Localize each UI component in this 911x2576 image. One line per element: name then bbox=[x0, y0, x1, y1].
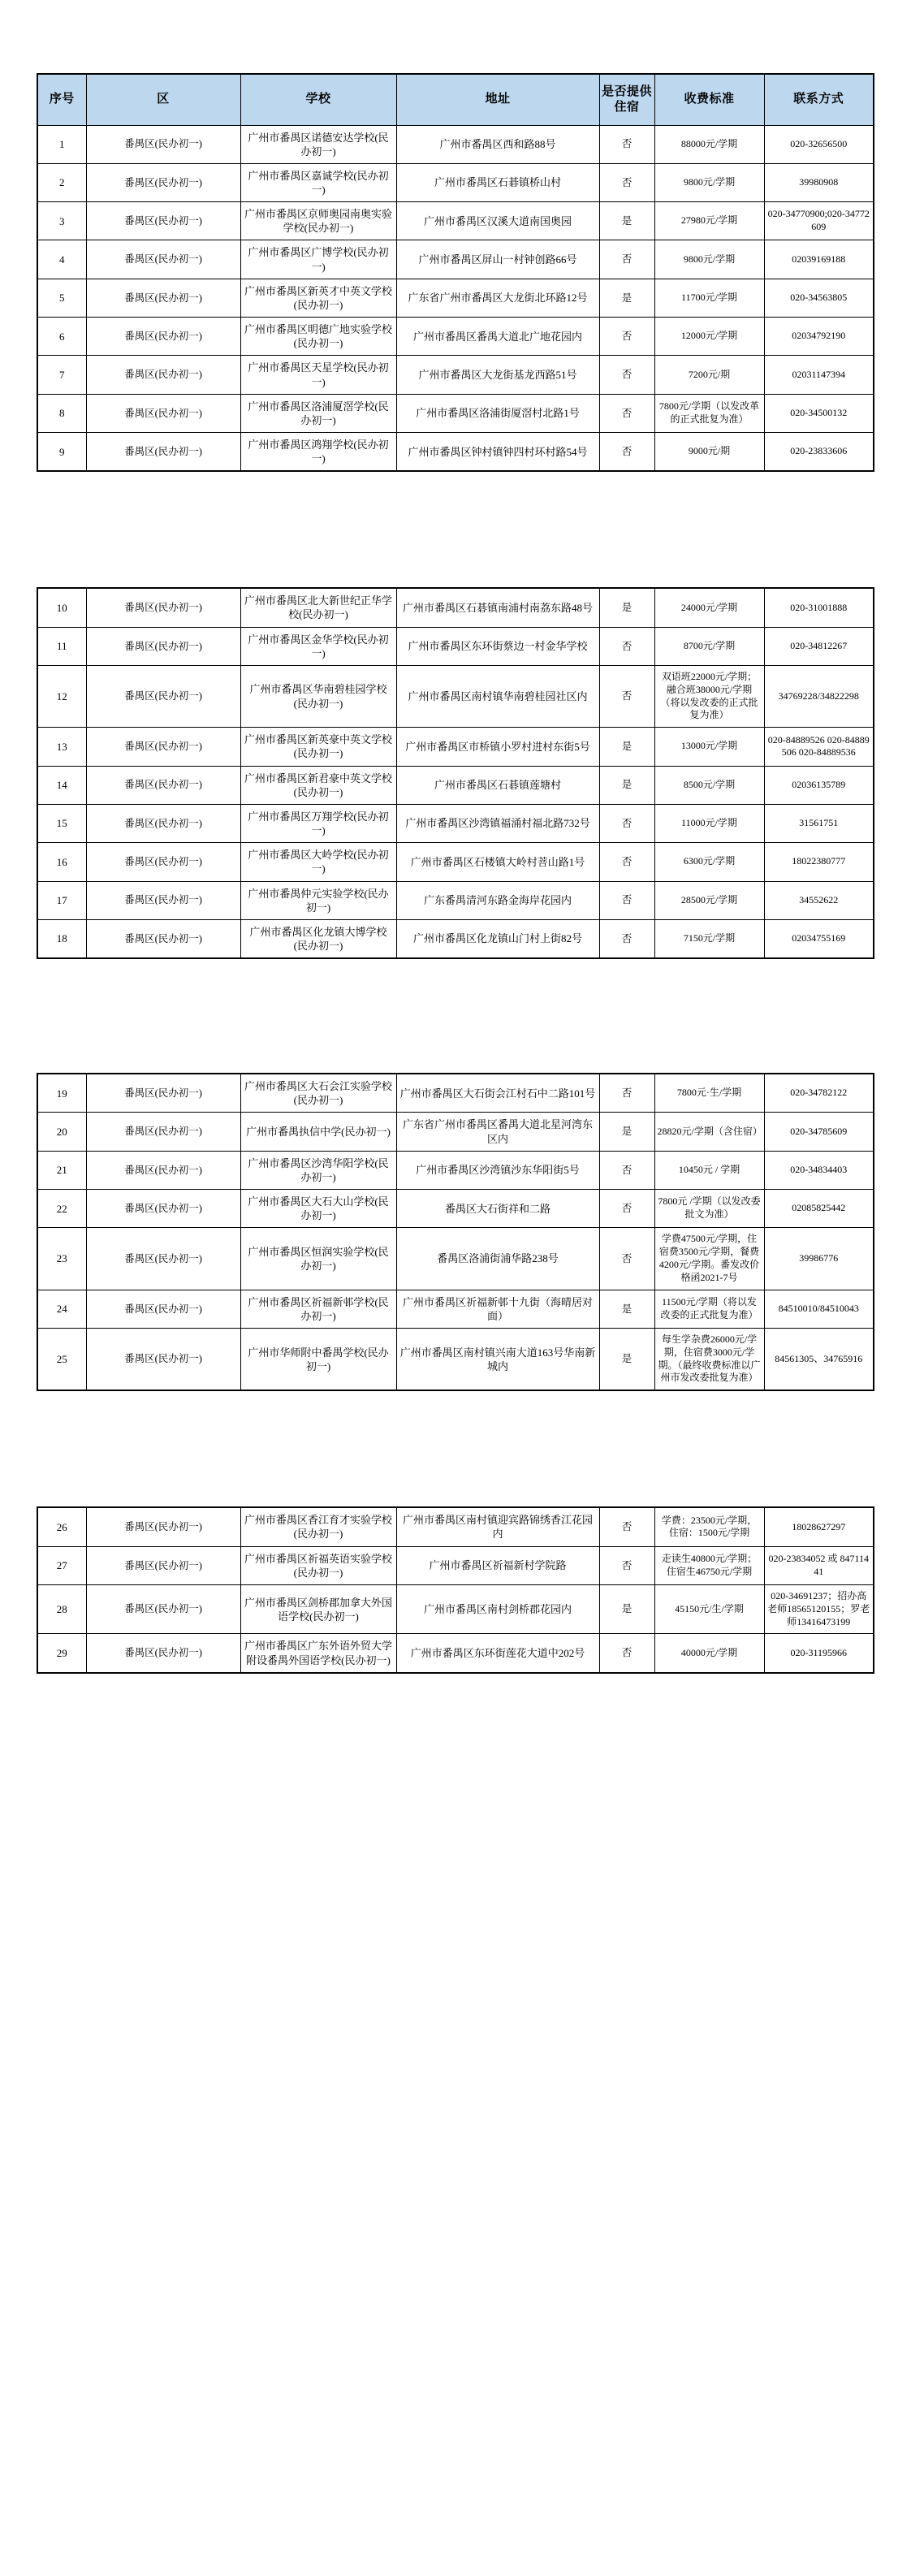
schools-table-2 bbox=[37, 587, 874, 959]
table-row bbox=[37, 163, 874, 201]
cell-boarding: 是 bbox=[599, 1329, 654, 1391]
cell-fee: 7200元/期 bbox=[654, 356, 764, 394]
cell-contact: 020-34812267 bbox=[764, 627, 874, 665]
table-row bbox=[37, 1151, 874, 1189]
table-block-4 bbox=[25, 1391, 886, 1673]
cell-school: 广州市番禺区祈福新邨学校(民办初一) bbox=[240, 1290, 396, 1328]
cell-contact: 020-31001888 bbox=[764, 588, 874, 627]
cell-no: 13 bbox=[37, 728, 86, 766]
cell-no: 28 bbox=[37, 1584, 86, 1633]
cell-contact: 020-34834403 bbox=[764, 1151, 874, 1189]
cell-school: 广州市番禺区大石大山学校(民办初一) bbox=[240, 1190, 396, 1228]
cell-contact: 39986776 bbox=[764, 1228, 874, 1290]
table-row bbox=[37, 1546, 874, 1584]
table-row bbox=[37, 356, 874, 394]
cell-district: 番禺区(民办初一) bbox=[86, 356, 240, 394]
cell-school: 广州市番禺区香江育才实验学校(民办初一) bbox=[240, 1507, 396, 1546]
table-row bbox=[37, 1584, 874, 1633]
cell-fee: 9800元/学期 bbox=[654, 163, 764, 201]
cell-address: 番禺区大石街祥和二路 bbox=[396, 1190, 599, 1228]
cell-school: 广州市番禺区大石会江实验学校(民办初一) bbox=[240, 1074, 396, 1113]
cell-address: 广州市番禺区西和路88号 bbox=[396, 125, 599, 163]
cell-fee: 11000元/学期 bbox=[654, 804, 764, 842]
cell-school: 广州市华师附中番禺学校(民办初一) bbox=[240, 1329, 396, 1391]
schools-table-3 bbox=[37, 1073, 874, 1391]
cell-district: 番禺区(民办初一) bbox=[86, 1113, 240, 1151]
cell-school: 广州市番禺区化龙镇大博学校(民办初一) bbox=[240, 919, 396, 958]
cell-boarding: 否 bbox=[599, 240, 654, 279]
cell-boarding: 是 bbox=[599, 1113, 654, 1151]
cell-address: 广州市番禺区石碁镇桥山村 bbox=[396, 163, 599, 201]
cell-contact: 02034792190 bbox=[764, 318, 874, 356]
table-row bbox=[37, 1190, 874, 1228]
cell-district: 番禺区(民办初一) bbox=[86, 665, 240, 727]
table-row bbox=[37, 1290, 874, 1328]
table-block-3 bbox=[25, 959, 886, 1391]
cell-no: 2 bbox=[37, 163, 86, 201]
cell-contact: 020-23833606 bbox=[764, 433, 874, 472]
cell-contact: 02039169188 bbox=[764, 240, 874, 279]
cell-fee: 7800元/学期（以发改革的正式批复为准） bbox=[654, 394, 764, 432]
cell-contact: 020-34500132 bbox=[764, 394, 874, 432]
cell-boarding: 是 bbox=[599, 279, 654, 317]
cell-fee: 7800元·生/学期 bbox=[654, 1074, 764, 1113]
cell-boarding: 否 bbox=[599, 1546, 654, 1584]
cell-school: 广州市番禺区沙湾华阳学校(民办初一) bbox=[240, 1151, 396, 1189]
cell-address: 广州市番禺区东环街蔡边一村金华学校 bbox=[396, 627, 599, 665]
cell-fee: 学费47500元/学期，住宿费3500元/学期，餐费4200元/学期。番发改价格函2021-7号 bbox=[654, 1228, 764, 1290]
cell-district: 番禺区(民办初一) bbox=[86, 919, 240, 958]
cell-contact: 02085825442 bbox=[764, 1190, 874, 1228]
cell-no: 4 bbox=[37, 240, 86, 279]
cell-address: 广东省广州市番禺区番禺大道北星河湾东区内 bbox=[396, 1113, 599, 1151]
cell-boarding: 否 bbox=[599, 881, 654, 919]
cell-contact: 020-32656500 bbox=[764, 125, 874, 163]
cell-district: 番禺区(民办初一) bbox=[86, 1228, 240, 1290]
cell-district: 番禺区(民办初一) bbox=[86, 1329, 240, 1391]
cell-fee: 9000元/期 bbox=[654, 433, 764, 472]
cell-boarding: 否 bbox=[599, 1151, 654, 1189]
cell-fee: 6300元/学期 bbox=[654, 843, 764, 881]
cell-district: 番禺区(民办初一) bbox=[86, 766, 240, 804]
cell-boarding: 是 bbox=[599, 1584, 654, 1633]
cell-address: 广州市番禺区石碁镇莲塘村 bbox=[396, 766, 599, 804]
cell-address: 广东省广州市番禺区大龙街北环路12号 bbox=[396, 279, 599, 317]
cell-school: 广州市番禺区新英豪中英文学校(民办初一) bbox=[240, 728, 396, 766]
table-block-1 bbox=[25, 0, 886, 472]
cell-address: 广州市番禺区化龙镇山门村上街82号 bbox=[396, 919, 599, 958]
cell-no: 3 bbox=[37, 202, 86, 240]
table-row bbox=[37, 1113, 874, 1151]
cell-district: 番禺区(民办初一) bbox=[86, 163, 240, 201]
cell-no: 10 bbox=[37, 588, 86, 627]
cell-boarding: 否 bbox=[599, 1507, 654, 1546]
column-header-school: 学校 bbox=[240, 74, 396, 125]
cell-address: 广州市番禺区祈福新邨十九街（海晴居对面） bbox=[396, 1290, 599, 1328]
cell-contact: 34769228/34822298 bbox=[764, 665, 874, 727]
cell-district: 番禺区(民办初一) bbox=[86, 1290, 240, 1328]
cell-fee: 40000元/学期 bbox=[654, 1634, 764, 1673]
cell-address: 广州市番禺区南村镇兴南大道163号华南新城内 bbox=[396, 1329, 599, 1391]
cell-fee: 7150元/学期 bbox=[654, 919, 764, 958]
cell-address: 广州市番禺区南村镇迎宾路锦绣香江花园内 bbox=[396, 1507, 599, 1546]
table-row bbox=[37, 1634, 874, 1673]
cell-fee: 8500元/学期 bbox=[654, 766, 764, 804]
cell-address: 广州市番禺区市桥镇小罗村进村东街5号 bbox=[396, 728, 599, 766]
cell-boarding: 是 bbox=[599, 588, 654, 627]
cell-no: 17 bbox=[37, 881, 86, 919]
cell-boarding: 否 bbox=[599, 1634, 654, 1673]
cell-district: 番禺区(民办初一) bbox=[86, 125, 240, 163]
table-row bbox=[37, 1329, 874, 1391]
schools-table-4 bbox=[37, 1506, 874, 1673]
cell-contact: 84561305、34765916 bbox=[764, 1329, 874, 1391]
cell-address: 广州市番禺区祈福新村学院路 bbox=[396, 1546, 599, 1584]
cell-boarding: 否 bbox=[599, 919, 654, 958]
cell-district: 番禺区(民办初一) bbox=[86, 240, 240, 279]
cell-school: 广州市番禺区广东外语外贸大学附设番禺外国语学校(民办初一) bbox=[240, 1634, 396, 1673]
column-header-no: 序号 bbox=[37, 74, 86, 125]
cell-contact: 020-34691237；招办高老师18565120155；罗老师13416473199 bbox=[764, 1584, 874, 1633]
cell-school: 广州市番禺区万翔学校(民办初一) bbox=[240, 804, 396, 842]
cell-contact: 020-34770900;020-34772609 bbox=[764, 202, 874, 240]
cell-district: 番禺区(民办初一) bbox=[86, 394, 240, 432]
column-header-address: 地址 bbox=[396, 74, 599, 125]
cell-contact: 02036135789 bbox=[764, 766, 874, 804]
cell-no: 8 bbox=[37, 394, 86, 432]
cell-address: 广州市番禺区沙湾镇沙东华阳街5号 bbox=[396, 1151, 599, 1189]
table-row bbox=[37, 202, 874, 240]
table-header-row bbox=[37, 74, 874, 125]
cell-fee: 27980元/学期 bbox=[654, 202, 764, 240]
table-row bbox=[37, 766, 874, 804]
cell-district: 番禺区(民办初一) bbox=[86, 279, 240, 317]
cell-boarding: 否 bbox=[599, 665, 654, 727]
cell-no: 16 bbox=[37, 843, 86, 881]
table-row bbox=[37, 1507, 874, 1546]
cell-boarding: 否 bbox=[599, 125, 654, 163]
cell-no: 20 bbox=[37, 1113, 86, 1151]
cell-contact: 020-31195966 bbox=[764, 1634, 874, 1673]
table-row bbox=[37, 728, 874, 766]
cell-no: 18 bbox=[37, 919, 86, 958]
table-body-1 bbox=[37, 125, 874, 471]
cell-boarding: 否 bbox=[599, 843, 654, 881]
cell-address: 广州市番禺区番禺大道北广地花园内 bbox=[396, 318, 599, 356]
cell-boarding: 是 bbox=[599, 1290, 654, 1328]
cell-contact: 020-34785609 bbox=[764, 1113, 874, 1151]
table-row bbox=[37, 433, 874, 472]
table-row bbox=[37, 843, 874, 881]
cell-fee: 9800元/学期 bbox=[654, 240, 764, 279]
cell-district: 番禺区(民办初一) bbox=[86, 1074, 240, 1113]
table-body-2 bbox=[37, 588, 874, 958]
cell-no: 9 bbox=[37, 433, 86, 472]
cell-contact: 020-23834052 或 84711441 bbox=[764, 1546, 874, 1584]
cell-no: 5 bbox=[37, 279, 86, 317]
cell-district: 番禺区(民办初一) bbox=[86, 1584, 240, 1633]
cell-school: 广州市番禺区诺德安达学校(民办初一) bbox=[240, 125, 396, 163]
table-row bbox=[37, 125, 874, 163]
table-row bbox=[37, 240, 874, 279]
cell-contact: 020-34782122 bbox=[764, 1074, 874, 1113]
cell-contact: 18022380777 bbox=[764, 843, 874, 881]
cell-contact: 020-84889526 020-84889506 020-84889536 bbox=[764, 728, 874, 766]
cell-fee: 11500元/学期（将以发改委的正式批复为准） bbox=[654, 1290, 764, 1328]
cell-fee: 28820元/学期（含住宿） bbox=[654, 1113, 764, 1151]
cell-district: 番禺区(民办初一) bbox=[86, 202, 240, 240]
cell-fee: 45150元/生/学期 bbox=[654, 1584, 764, 1633]
cell-contact: 34552622 bbox=[764, 881, 874, 919]
cell-fee: 走读生40800元/学期；住宿生46750元/学期 bbox=[654, 1546, 764, 1584]
cell-contact: 84510010/84510043 bbox=[764, 1290, 874, 1328]
cell-boarding: 否 bbox=[599, 627, 654, 665]
cell-address: 番禺区洛浦街浦华路238号 bbox=[396, 1228, 599, 1290]
cell-district: 番禺区(民办初一) bbox=[86, 1151, 240, 1189]
cell-school: 广州市番禺执信中学(民办初一) bbox=[240, 1113, 396, 1151]
cell-no: 7 bbox=[37, 356, 86, 394]
cell-no: 15 bbox=[37, 804, 86, 842]
cell-fee: 每生学杂费26000元/学期，住宿费3000元/学期。（最终收费标准以广州市发改委批复为准） bbox=[654, 1329, 764, 1391]
cell-no: 14 bbox=[37, 766, 86, 804]
cell-no: 19 bbox=[37, 1074, 86, 1113]
cell-address: 广州市番禺区汉溪大道南国奥园 bbox=[396, 202, 599, 240]
cell-contact: 02031147394 bbox=[764, 356, 874, 394]
cell-fee: 28500元/学期 bbox=[654, 881, 764, 919]
cell-school: 广州市番禺区恒润实验学校(民办初一) bbox=[240, 1228, 396, 1290]
column-header-fee: 收费标准 bbox=[654, 74, 764, 125]
cell-fee: 7800元 /学期（以发改委批文为准） bbox=[654, 1190, 764, 1228]
cell-contact: 39980908 bbox=[764, 163, 874, 201]
cell-address: 广州市番禺区石楼镇大岭村菩山路1号 bbox=[396, 843, 599, 881]
cell-boarding: 否 bbox=[599, 318, 654, 356]
cell-school: 广州市番禺区剑桥郡加拿大外国语学校(民办初一) bbox=[240, 1584, 396, 1633]
cell-no: 12 bbox=[37, 665, 86, 727]
cell-district: 番禺区(民办初一) bbox=[86, 843, 240, 881]
cell-no: 25 bbox=[37, 1329, 86, 1391]
cell-address: 广州市番禺区屏山一村钟创路66号 bbox=[396, 240, 599, 279]
cell-school: 广州市番禺区新君豪中英文学校(民办初一) bbox=[240, 766, 396, 804]
cell-school: 广州市番禺区广博学校(民办初一) bbox=[240, 240, 396, 279]
table-row bbox=[37, 804, 874, 842]
cell-district: 番禺区(民办初一) bbox=[86, 588, 240, 627]
cell-contact: 31561751 bbox=[764, 804, 874, 842]
cell-fee: 13000元/学期 bbox=[654, 728, 764, 766]
cell-school: 广州市番禺区大岭学校(民办初一) bbox=[240, 843, 396, 881]
cell-no: 21 bbox=[37, 1151, 86, 1189]
cell-fee: 12000元/学期 bbox=[654, 318, 764, 356]
cell-school: 广州市番禺区嘉诚学校(民办初一) bbox=[240, 163, 396, 201]
cell-fee: 24000元/学期 bbox=[654, 588, 764, 627]
cell-fee: 双语班22000元/学期；融合班38000元/学期（将以发改委的正式批复为准） bbox=[654, 665, 764, 727]
cell-district: 番禺区(民办初一) bbox=[86, 881, 240, 919]
cell-boarding: 否 bbox=[599, 433, 654, 472]
cell-fee: 8700元/学期 bbox=[654, 627, 764, 665]
cell-school: 广州市番禺仲元实验学校(民办初一) bbox=[240, 881, 396, 919]
cell-address: 广州市番禺区沙湾镇福涌村福北路732号 bbox=[396, 804, 599, 842]
cell-school: 广州市番禺区金华学校(民办初一) bbox=[240, 627, 396, 665]
cell-no: 6 bbox=[37, 318, 86, 356]
cell-district: 番禺区(民办初一) bbox=[86, 627, 240, 665]
cell-address: 广州市番禺区钟村镇钟四村环村路54号 bbox=[396, 433, 599, 472]
cell-school: 广州市番禺区华南碧桂园学校(民办初一) bbox=[240, 665, 396, 727]
column-header-contact: 联系方式 bbox=[764, 74, 874, 125]
cell-no: 24 bbox=[37, 1290, 86, 1328]
table-body-3 bbox=[37, 1074, 874, 1390]
table-block-2 bbox=[25, 472, 886, 959]
cell-school: 广州市番禺区天星学校(民办初一) bbox=[240, 356, 396, 394]
cell-school: 广州市番禺区明德广地实验学校(民办初一) bbox=[240, 318, 396, 356]
cell-contact: 18028627297 bbox=[764, 1507, 874, 1546]
cell-address: 广州市番禺区石碁镇南浦村南荔东路48号 bbox=[396, 588, 599, 627]
table-row bbox=[37, 318, 874, 356]
table-row bbox=[37, 627, 874, 665]
table-row bbox=[37, 1074, 874, 1113]
cell-district: 番禺区(民办初一) bbox=[86, 1507, 240, 1546]
column-header-boarding: 是否提供住宿 bbox=[599, 74, 654, 125]
cell-district: 番禺区(民办初一) bbox=[86, 1190, 240, 1228]
cell-contact: 02034755169 bbox=[764, 919, 874, 958]
cell-no: 27 bbox=[37, 1546, 86, 1584]
cell-school: 广州市番禺区京师奥园南奥实验学校(民办初一) bbox=[240, 202, 396, 240]
cell-address: 广州市番禺区南村剑桥郡花园内 bbox=[396, 1584, 599, 1633]
cell-fee: 10450元 / 学期 bbox=[654, 1151, 764, 1189]
cell-fee: 88000元/学期 bbox=[654, 125, 764, 163]
cell-address: 广州市番禺区东环街莲花大道中202号 bbox=[396, 1634, 599, 1673]
cell-no: 23 bbox=[37, 1228, 86, 1290]
cell-no: 1 bbox=[37, 125, 86, 163]
cell-boarding: 否 bbox=[599, 163, 654, 201]
cell-no: 22 bbox=[37, 1190, 86, 1228]
cell-school: 广州市番禺区北大新世纪正华学校(民办初一) bbox=[240, 588, 396, 627]
cell-district: 番禺区(民办初一) bbox=[86, 728, 240, 766]
cell-boarding: 否 bbox=[599, 1228, 654, 1290]
cell-fee: 学费：23500元/学期，住宿：1500元/学期 bbox=[654, 1507, 764, 1546]
table-row bbox=[37, 881, 874, 919]
cell-district: 番禺区(民办初一) bbox=[86, 1634, 240, 1673]
table-row bbox=[37, 588, 874, 627]
cell-district: 番禺区(民办初一) bbox=[86, 433, 240, 472]
cell-boarding: 否 bbox=[599, 804, 654, 842]
cell-address: 广东番禺清河东路金海岸花园内 bbox=[396, 881, 599, 919]
table-row bbox=[37, 1228, 874, 1290]
cell-district: 番禺区(民办初一) bbox=[86, 318, 240, 356]
cell-school: 广州市番禺区祈福英语实验学校(民办初一) bbox=[240, 1546, 396, 1584]
table-row bbox=[37, 394, 874, 432]
cell-no: 11 bbox=[37, 627, 86, 665]
cell-address: 广州市番禺区南村镇华南碧桂园社区内 bbox=[396, 665, 599, 727]
cell-fee: 11700元/学期 bbox=[654, 279, 764, 317]
cell-district: 番禺区(民办初一) bbox=[86, 804, 240, 842]
cell-boarding: 否 bbox=[599, 1074, 654, 1113]
cell-boarding: 是 bbox=[599, 766, 654, 804]
cell-no: 29 bbox=[37, 1634, 86, 1673]
cell-address: 广州市番禺区大石街会江村石中二路101号 bbox=[396, 1074, 599, 1113]
schools-table-1 bbox=[37, 73, 874, 472]
cell-boarding: 是 bbox=[599, 728, 654, 766]
cell-boarding: 是 bbox=[599, 202, 654, 240]
cell-boarding: 否 bbox=[599, 394, 654, 432]
cell-address: 广州市番禺区洛浦街厦滘村北路1号 bbox=[396, 394, 599, 432]
cell-no: 26 bbox=[37, 1507, 86, 1546]
cell-boarding: 否 bbox=[599, 1190, 654, 1228]
cell-boarding: 否 bbox=[599, 356, 654, 394]
table-row bbox=[37, 279, 874, 317]
cell-school: 广州市番禺区鸿翔学校(民办初一) bbox=[240, 433, 396, 472]
cell-school: 广州市番禺区新英才中英文学校(民办初一) bbox=[240, 279, 396, 317]
table-row bbox=[37, 919, 874, 958]
table-row bbox=[37, 665, 874, 727]
cell-district: 番禺区(民办初一) bbox=[86, 1546, 240, 1584]
column-header-district: 区 bbox=[86, 74, 240, 125]
cell-school: 广州市番禺区洛浦厦滘学校(民办初一) bbox=[240, 394, 396, 432]
cell-contact: 020-34563805 bbox=[764, 279, 874, 317]
table-body-4 bbox=[37, 1507, 874, 1672]
cell-address: 广州市番禺区大龙街基龙西路51号 bbox=[396, 356, 599, 394]
